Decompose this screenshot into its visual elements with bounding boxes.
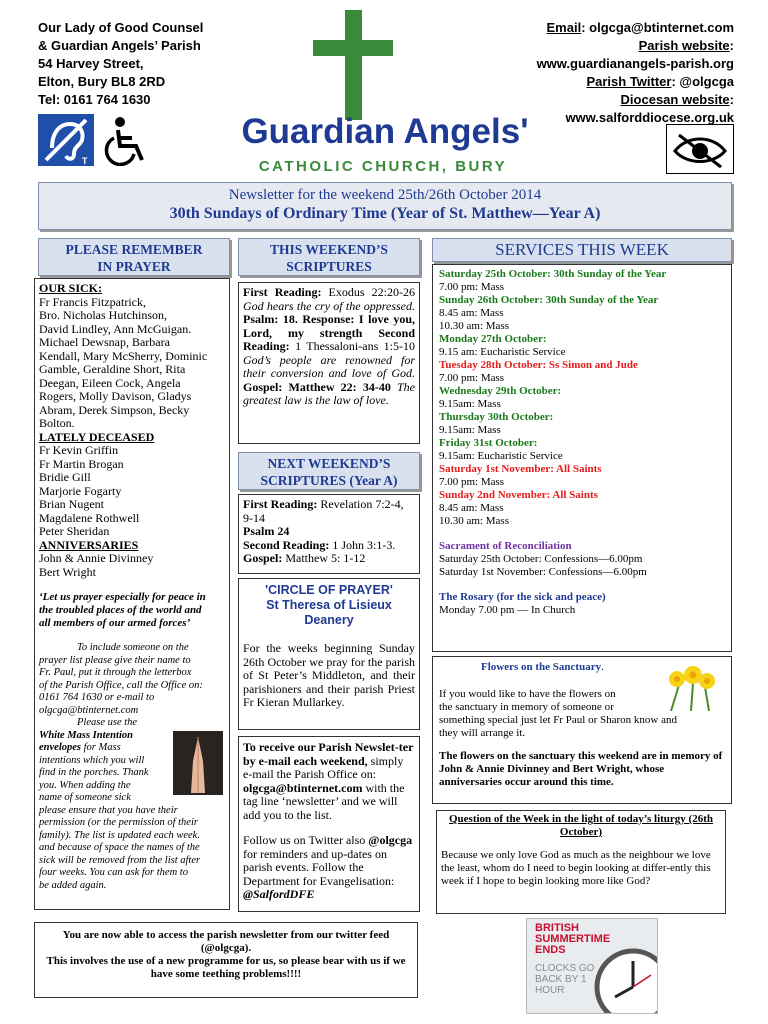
newsletter-line3: with the tag line ‘newsletter’ and we will add you to the list. — [243, 780, 405, 822]
prayer-list-instructions: prayer list please give their name to — [39, 654, 191, 666]
service-line: Tuesday 28th October: Ss Simon and Jude — [439, 359, 638, 371]
twitter-label: Parish Twitter — [586, 74, 672, 89]
gospel-text: The greatest law is the law of love. — [243, 379, 415, 407]
newsletter-email-box — [238, 736, 420, 912]
first-reading-ref: Exodus 22:20-26 — [321, 285, 415, 299]
rosary-line: Monday 7.00 pm — In Church — [439, 604, 576, 616]
service-line: Thursday 30th October: — [439, 411, 554, 423]
email-label: Email — [546, 20, 582, 35]
sick-heading: OUR SICK: — [39, 281, 103, 295]
deceased-name: Fr Kevin Griffin — [39, 443, 119, 457]
service-line: 9.15am: Mass — [439, 424, 501, 436]
white-mass-line: you. When adding the — [39, 779, 131, 791]
svg-text:T: T — [82, 156, 88, 166]
flowers-line-3: something special just let Fr Paul or Sharon know and — [439, 714, 677, 726]
summertime-line1: BRITISH — [535, 922, 579, 934]
flowers-line-1: If you would like to have the flowers on — [439, 688, 616, 700]
white-mass-line: name of someone sick — [39, 792, 131, 803]
second-reading-ref: 1 Thessaloni-ans 1:5-10 — [289, 339, 415, 353]
sick-line: Abram, Derek Simpson, Becky — [39, 402, 190, 417]
prayer-list-instructions: please ensure that you have their — [39, 804, 178, 816]
flowers-box: Flowers on the Sanctuary. If you would like to have the flowers on the sanctuary in memory of someone or something special just let Fr Paul or Sharon know and they will arrange it. The flowers on the sanctuary this weekend are in memory of John & Annie Divinney and Bert Wright, whose anniversaries occur around this time. — [432, 656, 732, 804]
prayer-list-instructions: and because of space the names of the — [39, 842, 200, 853]
second-reading-label: Second Reading: — [243, 325, 415, 353]
scriptures-box — [238, 282, 420, 444]
clock-icon — [593, 947, 658, 1014]
sick-line: Bolton. — [39, 416, 75, 430]
service-line: 9.15am: Eucharistic Service — [439, 450, 563, 462]
prayer-header-line2: IN PRAYER — [97, 259, 171, 274]
prayer-list-instructions: be added again. — [39, 879, 107, 891]
anniversary-name: John & Annie Divinney — [39, 551, 154, 565]
service-line: 10.30 am: Mass — [439, 320, 509, 332]
sick-line: Michael Dewsnap, Barbara — [39, 335, 170, 349]
banner-date: Newsletter for the weekend 25th/26th October 2014 — [228, 187, 542, 203]
summertime-graphic — [526, 918, 658, 1014]
summertime-line2: SUMMERTIME — [535, 933, 611, 945]
circle-text: For the weeks beginning Sunday 26th October we pray for the parish of St Peter’s Middleton, and their parishioners and their parish Priest Fr Kieran Mullarkey. — [243, 641, 415, 709]
scriptures-header-line2: SCRIPTURES — [286, 259, 372, 274]
deceased-name: Bridie Gill — [39, 470, 91, 484]
prayer-list-instructions: olgcga@btinternet.com — [39, 704, 139, 716]
deceased-heading: LATELY DECEASED — [39, 429, 155, 444]
next-scriptures-box — [238, 494, 420, 574]
prayer-header — [38, 238, 230, 276]
service-line: Saturday 1st November: All Saints — [439, 463, 602, 475]
service-line: Sunday 2nd November: All Saints — [439, 489, 598, 501]
first-reading-label: First Reading: — [243, 285, 322, 299]
white-mass-line: find in the porches. Thank — [39, 767, 149, 778]
contact-info: Email: olgcga@btinternet.com Parish website: www.guardianangels-parish.org Parish Twitter: @olgcga Diocesan website: www.salforddiocese.org.uk — [536, 20, 734, 125]
deceased-name: Marjorie Fogarty — [39, 483, 122, 498]
next-first-label: First Reading: — [243, 497, 318, 511]
dfe-handle[interactable]: @SalfordDFE — [243, 887, 315, 901]
daffodil-icon — [661, 665, 723, 711]
service-line: Saturday 25th October: 30th Sunday of the Year — [439, 268, 667, 280]
anniversary-name: Bert Wright — [39, 564, 96, 579]
dfe-follow: Follow the Department for Evangelisation: — [243, 860, 395, 888]
sick-line: Gamble, Geraldine Short, Rita — [39, 362, 186, 376]
next-second-label: Second Reading: — [243, 537, 330, 552]
prayer-list-instructions: 0161 764 1630 or e-mail to — [39, 692, 155, 703]
newsletter-line2: simply e-mail the Parish Office on: — [243, 753, 404, 781]
services-box — [432, 264, 732, 652]
peace-intention-line: the troubled places of the world and — [39, 604, 202, 616]
circle-of-prayer-box — [238, 578, 420, 730]
website-label: Parish website — [638, 38, 730, 53]
service-line: Monday 27th October: — [439, 333, 547, 345]
prayer-list-instructions: sick will be removed from the list after — [39, 854, 201, 866]
reconciliation-line-1: Saturday 25th October: Confessions—6.00pm — [439, 553, 643, 565]
deceased-name: Brian Nugent — [39, 497, 104, 511]
circle-title-1: 'CIRCLE OF PRAYER' — [265, 583, 393, 597]
service-line: 7.00 pm: Mass — [439, 372, 505, 384]
service-line: Sunday 26th October: 30th Sunday of the Year — [439, 294, 659, 306]
next-scriptures-header — [238, 452, 420, 490]
service-line: Wednesday 29th October: — [439, 385, 562, 397]
diocese-link[interactable]: www.salforddiocese.org.uk — [565, 110, 734, 125]
newsletter-email[interactable]: olgcga@btinternet.com — [243, 780, 363, 795]
next-psalm: Psalm 24 — [243, 524, 290, 538]
twitter-access-line1: You are now able to access the parish newsletter from our twitter feed (@olgcga). — [62, 929, 390, 954]
hearing-loop-icon — [38, 114, 94, 166]
church-logo-title: Guardian Angels' — [241, 112, 529, 151]
service-line: 7.00 pm: Mass — [439, 281, 505, 293]
services-list — [439, 268, 725, 528]
prayer-header-line1: PLEASE REMEMBER — [65, 242, 203, 257]
service-line: 9.15am: Mass — [439, 398, 501, 410]
next-first-ref: Revelation 7:2-4, 9-14 — [243, 497, 404, 525]
newsletter-banner — [38, 182, 732, 230]
next-gospel-ref: Matthew 5: 1-12 — [282, 551, 366, 565]
wheelchair-icon — [98, 114, 154, 166]
email-value[interactable]: : olgcga@btinternet.com — [581, 20, 734, 35]
circle-title — [239, 579, 419, 628]
next-header-line2: SCRIPTURES (Year A) — [260, 473, 398, 488]
psalm: Psalm: 18. Response: I love you, Lord, my strength — [243, 312, 415, 340]
prayer-list-instructions: permission (or the permission of their — [39, 817, 198, 828]
service-line: 10.30 am: Mass — [439, 515, 509, 527]
flowers-line-4: they will arrange it. — [439, 727, 526, 739]
prayer-list-instructions: family). The list is updated each week. — [39, 829, 200, 841]
question-title: Question of the Week in the light of today’s liturgy (26th October) — [448, 813, 713, 838]
flowers-line-2: the sanctuary in memory of someone or — [439, 701, 614, 713]
services-header: SERVICES THIS WEEK — [432, 238, 732, 262]
clocks-line3: HOUR — [535, 985, 565, 996]
cross-icon — [313, 10, 393, 120]
peace-intention-line: ‘Let us prayer especially for peace in — [39, 591, 206, 603]
anniversaries-heading: ANNIVERSARIES — [39, 537, 139, 552]
summertime-line3: ENDS — [535, 944, 566, 956]
reconciliation-heading: Sacrament of Reconciliation — [439, 540, 572, 552]
question-text: Because we only love God as much as the neighbour we love the least, whom do I need to begin looking at differ-ently this week if I hope to begin looking more like God? — [441, 849, 711, 887]
deceased-name: Peter Sheridan — [39, 524, 110, 538]
flowers-title: Flowers on the Sanctuary — [481, 661, 602, 673]
white-mass-line: intentions which you will — [39, 754, 145, 766]
next-second-ref: 1 John 3:1-3. — [329, 537, 396, 552]
banner-title: 30th Sundays of Ordinary Time (Year of St. Matthew—Year A) — [169, 205, 601, 222]
next-header-line1: NEXT WEEKEND’S — [267, 456, 391, 471]
service-line: Friday 31st October: — [439, 437, 538, 449]
parish-address — [38, 19, 203, 109]
service-line: 9.15 am: Eucharistic Service — [439, 346, 566, 358]
twitter-follow: Follow us on Twitter also — [243, 833, 369, 847]
parish-name-1: Our Lady of Good Counsel — [38, 20, 204, 35]
prayer-list-instructions: To include someone on the — [77, 642, 189, 653]
sight-loss-icon — [666, 124, 734, 174]
white-mass-line: envelopes for Mass — [39, 742, 121, 753]
parish-name-2: & Guardian Angels’ Parish — [38, 38, 201, 53]
gospel-label: Gospel: Matthew 22: 34-40 — [243, 379, 391, 394]
sick-line: Rogers, Molly Davison, Gladys — [39, 389, 192, 403]
address-line-2: Elton, Bury BL8 2RD — [38, 74, 166, 89]
prayer-list-instructions: of the Parish Office, call the Office on: — [39, 679, 203, 691]
rosary-heading: The Rosary (for the sick and peace) — [439, 591, 606, 603]
sick-line: David Lindley, Ann McGuigan. — [39, 321, 192, 336]
scriptures-header-line1: THIS WEEKEND’S — [270, 242, 388, 257]
website-link[interactable]: www.guardianangels-parish.org — [536, 56, 734, 71]
prayer-list-instructions: four weeks. You can ask for them to — [39, 867, 188, 878]
white-mass-line: White Mass Intention — [39, 729, 133, 741]
service-line: 8.45 am: Mass — [439, 502, 504, 514]
telephone: Tel: 0161 764 1630 — [38, 92, 151, 107]
next-gospel-label: Gospel: — [243, 551, 283, 565]
question-box — [436, 810, 726, 914]
twitter-follow-handle[interactable]: @olgcga — [368, 833, 413, 847]
circle-title-3: Deanery — [304, 613, 354, 627]
deceased-name: Magdalene Rothwell — [39, 510, 140, 525]
clocks-line1: CLOCKS GO — [535, 963, 595, 974]
sick-line: Deegan, Eileen Cock, Angela — [39, 375, 181, 390]
clocks-line2: BACK BY 1 — [535, 974, 587, 985]
sick-line: Kendall, Mary McSherry, Dominic — [39, 348, 208, 363]
prayer-list-instructions: Please use the — [77, 717, 138, 728]
prayer-list-instructions: Fr. Paul, put it through the letterbox — [39, 667, 192, 678]
first-reading-text: God hears the cry of the oppressed. — [243, 298, 415, 313]
circle-title-2: St Theresa of Lisieux — [266, 598, 392, 612]
scriptures-header — [238, 238, 420, 276]
sick-line: Fr Francis Fitzpatrick, — [39, 294, 146, 309]
deceased-name: Fr Martin Brogan — [39, 456, 124, 471]
prayer-content — [39, 282, 229, 892]
church-logo-subtitle: CATHOLIC CHURCH, BURY — [258, 158, 508, 175]
twitter-handle[interactable]: : @olgcga — [671, 74, 734, 89]
twitter-follow-rest: for reminders and up-dates on parish events. — [243, 846, 387, 874]
service-line: 7.00 pm: Mass — [439, 476, 505, 488]
twitter-access-line2: This involves the use of a new programme for us, so please bear with us if we have some teething problems!!!! — [46, 955, 406, 980]
praying-hands-image — [173, 731, 223, 795]
address-line-1: 54 Harvey Street, — [38, 56, 144, 71]
service-line: 8.45 am: Mass — [439, 307, 504, 319]
reconciliation-line-2: Saturday 1st November: Confessions—6.00pm — [439, 566, 647, 578]
diocese-label: Diocesan website — [620, 92, 730, 107]
peace-intention-line: all members of our armed forces’ — [39, 617, 191, 629]
twitter-access-box — [34, 922, 418, 998]
sick-line: Bro. Nicholas Hutchinson, — [39, 308, 167, 322]
flowers-memory-text: The flowers on the sanctuary this weekend are in memory of John & Annie Divinney and Bert Wright, whose anniversaries occur around this time. — [439, 750, 723, 788]
prayer-box — [34, 278, 230, 910]
newsletter-line1: To receive our Parish Newslet-ter by e-mail each weekend, — [243, 740, 414, 768]
second-reading-text: God’s people are renowned for their conversion and love of God. — [243, 352, 415, 380]
